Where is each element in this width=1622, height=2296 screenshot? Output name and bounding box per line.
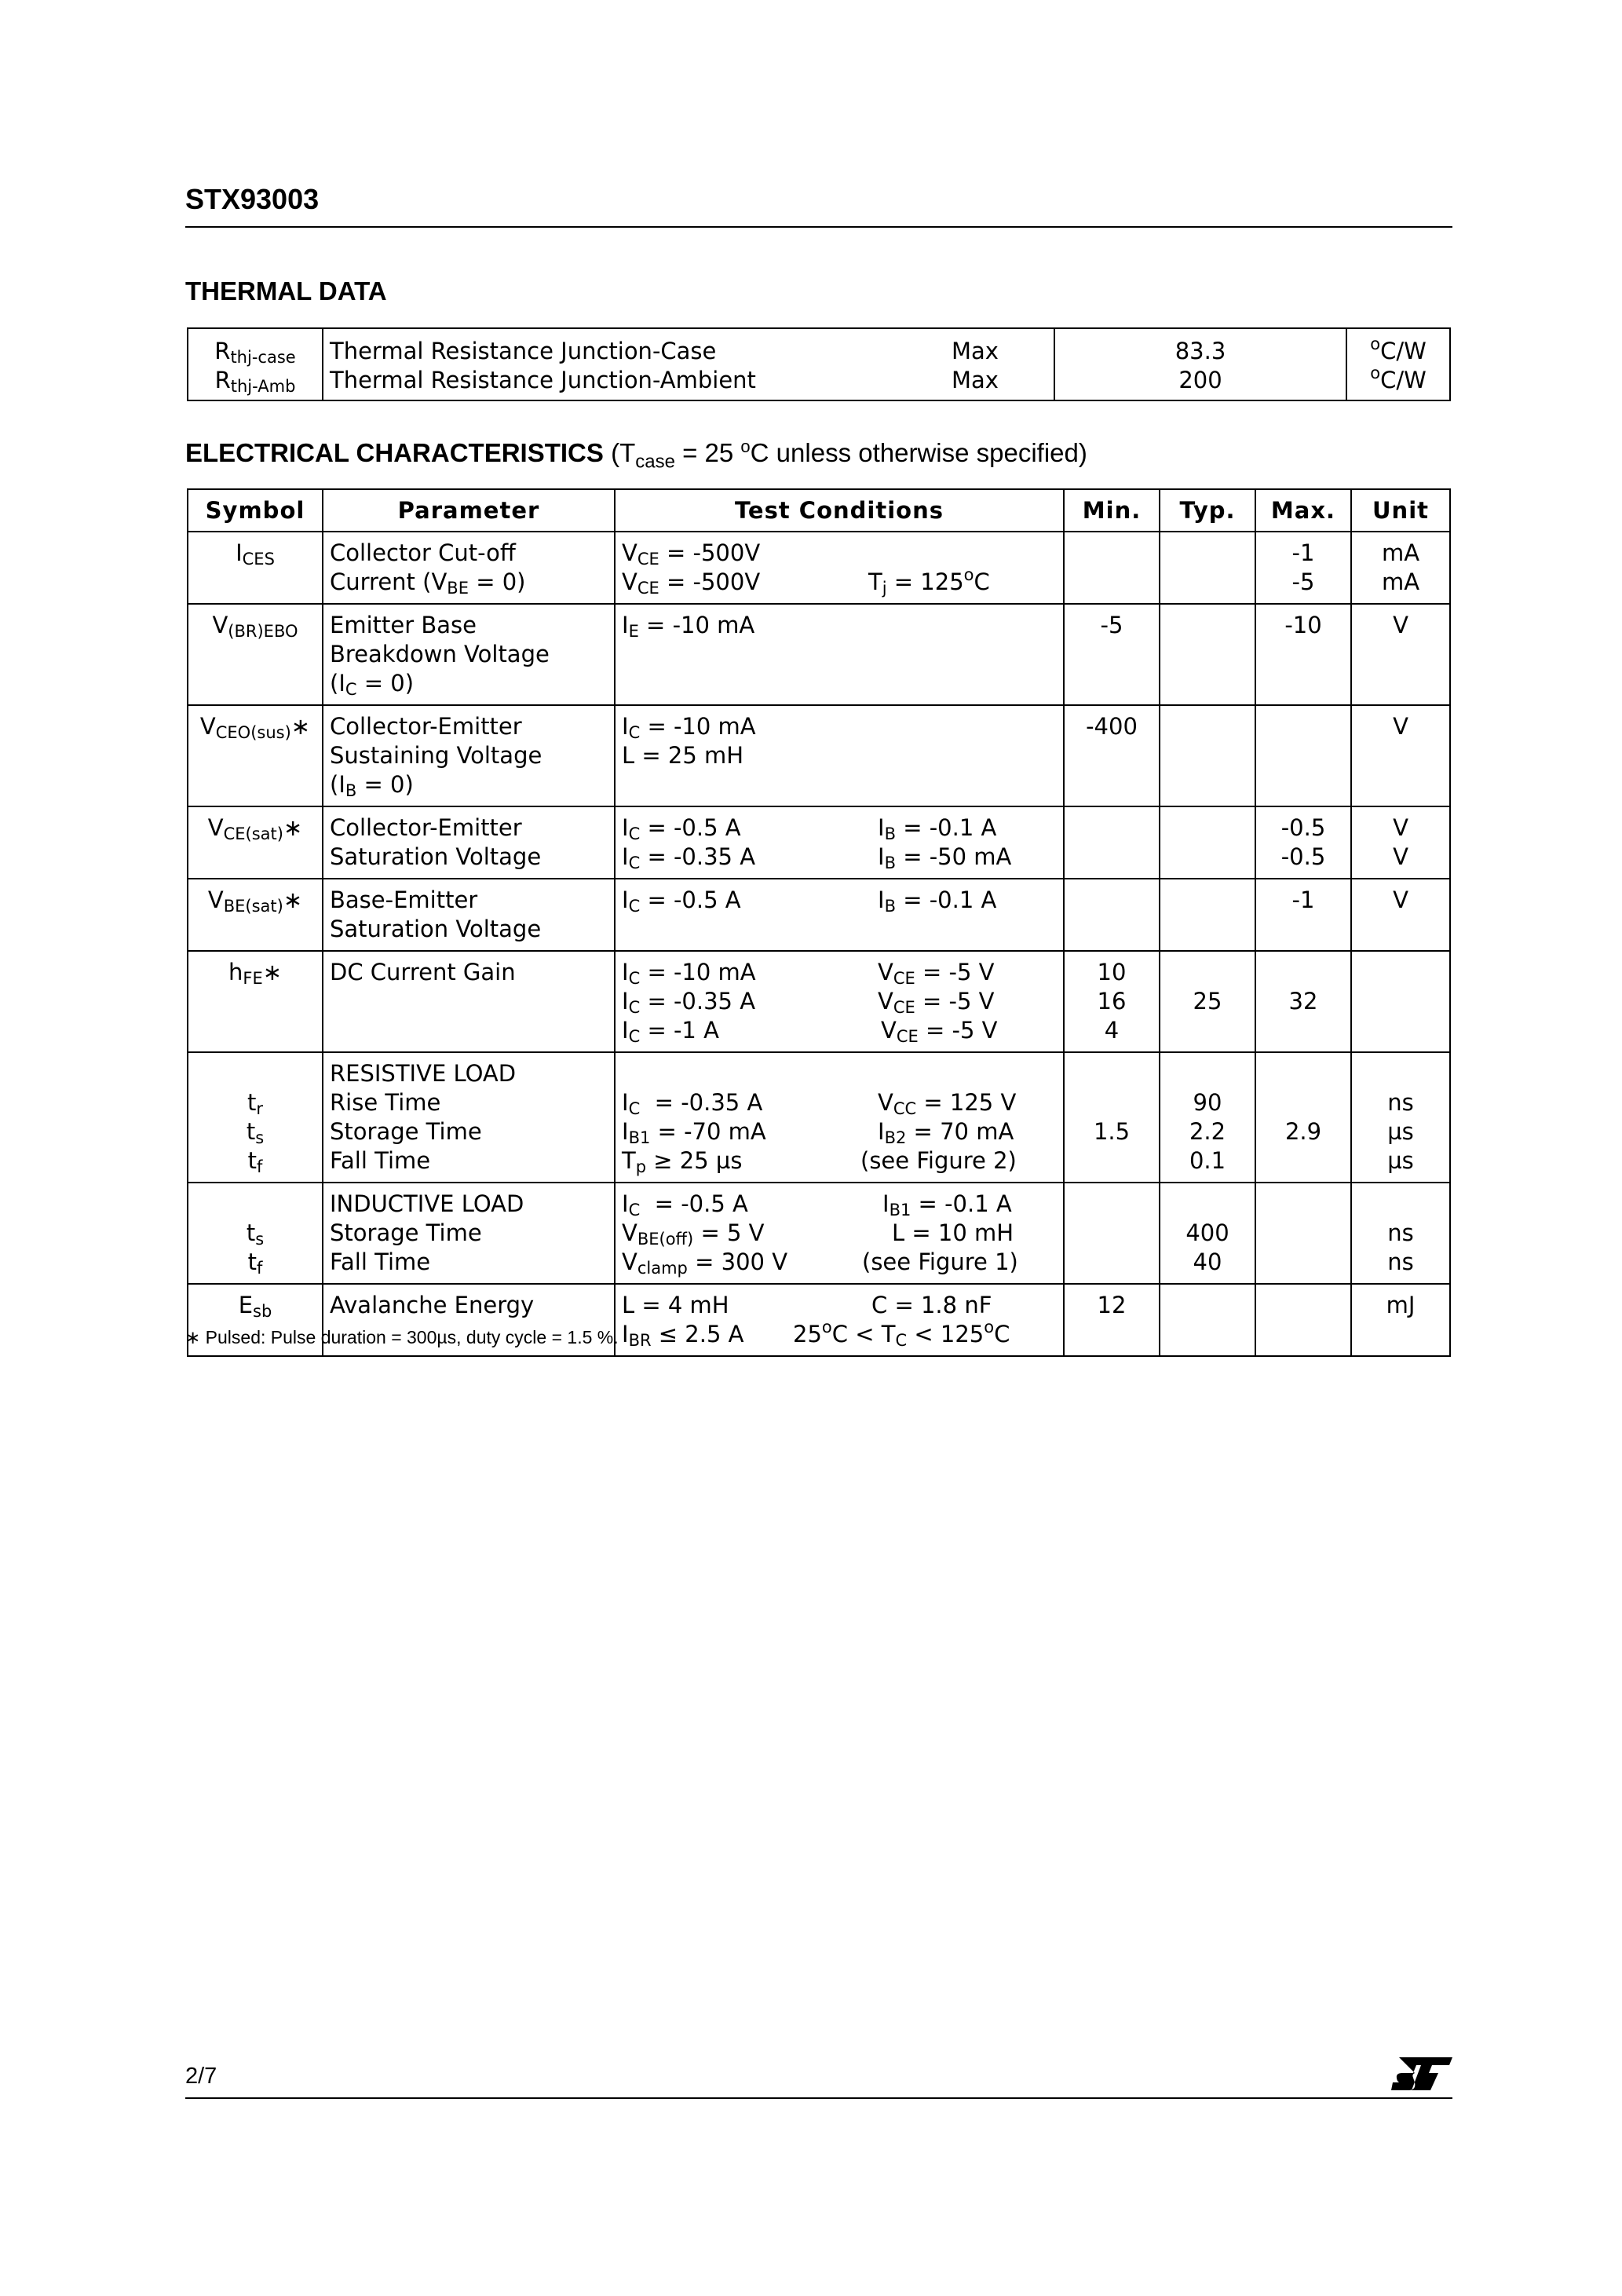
min-cell [1064,1183,1160,1284]
symbol-cell: VCE(sat)∗ [188,806,323,879]
max-cell: 2.9 [1255,1052,1351,1183]
min-cell: -5 [1064,604,1160,705]
st-logo-icon [1391,2056,1454,2092]
header-parameter: Parameter [323,489,615,532]
unit-cell: mJ [1351,1284,1450,1356]
symbol-cell: V(BR)EBO [188,604,323,705]
min-cell [1064,532,1160,604]
min-cell: 12 [1064,1284,1160,1356]
max-cell: -1 [1255,879,1351,951]
thermal-unit: $^o$C/W [1370,364,1427,393]
thermal-parameter-cell [323,328,1054,400]
min-cell [1064,879,1160,951]
conditions-cell: IC = -0.5 A IB1 = -0.1 A VBE(off) = 5 V L = 10 mH Vclamp = 300 V (see Figure 1) [615,1183,1064,1284]
max-cell: -0.5 -0.5 [1255,806,1351,879]
symbol-cell: VBE(sat)∗ [188,879,323,951]
electrical-conditions-note: ($T_{case} = 25$ $^o$C unless otherwise specified) [603,437,1087,473]
symbol-cell: tr ts tf [188,1052,323,1183]
electrical-characteristics-table [187,488,1451,1357]
typ-cell [1160,1284,1255,1356]
unit-cell: V [1351,705,1450,806]
conditions-cell: IC = -0.35 A VCC = 125 V IB1 = -70 mA IB2 = 70 mA Tp ≥ 25 µs (see Figure 2) [615,1052,1064,1183]
table-row [188,951,1450,1052]
thermal-row [188,328,1450,400]
thermal-parameter: Thermal Resistance Junction-Case [330,338,717,364]
min-cell: 10 16 4 [1064,951,1160,1052]
conditions-cell: VCE = -500V VCE = -500V $Tj = 125^oC$ [615,532,1064,604]
table-row [188,604,1450,705]
electrical-characteristics-heading: ELECTRICAL CHARACTERISTICS ($T_{case} = 25$ $^o$C unless otherwise specified) [185,437,1087,473]
footer-rule [185,2097,1452,2099]
conditions-cell: IC = -0.5 A IB = -0.1 A IC = -0.35 A IB = -50 mA [615,806,1064,879]
symbol-cell: hFE∗ [188,951,323,1052]
conditions-cell: L = 4 mH C = 1.8 nF IBR ≤ 2.5 A $25^oC$ < TC < $125^oC$ [615,1284,1064,1356]
unit-cell: V [1351,879,1450,951]
table-row [188,532,1450,604]
conditions-cell: IE = -10 mA [615,604,1064,705]
min-cell: 1.5 [1064,1052,1160,1183]
max-cell: -1 -5 [1255,532,1351,604]
thermal-data-heading: THERMAL DATA [185,276,387,305]
symbol-cell: ICES [188,532,323,604]
header-test-conditions: Test Conditions [615,489,1064,532]
conditions-cell: IC = -10 mA L = 25 mH [615,705,1064,806]
header-typ: Typ. [1160,489,1255,532]
unit-cell: ns µs µs [1351,1052,1450,1183]
symbol-cell: VCEO(sus)∗ [188,705,323,806]
document-title: STX93003 [185,183,320,215]
thermal-qualifier: Max Max [952,338,999,393]
min-cell [1064,806,1160,879]
conditions-cell: IC = -10 mA VCE = -5 V IC = -0.35 A VCE = -5 V IC = -1 A VCE = -5 V [615,951,1064,1052]
parameter-cell: Avalanche Energy [323,1284,615,1356]
conditions-cell: IC = -0.5 A IB = -0.1 A [615,879,1064,951]
header-unit: Unit [1351,489,1450,532]
min-cell: -400 [1064,705,1160,806]
thermal-value-cell [1054,328,1346,400]
thermal-value: 83.3 [1174,338,1226,364]
unit-cell [1351,951,1450,1052]
table-row [188,1183,1450,1284]
typ-cell [1160,604,1255,705]
max-cell [1255,1284,1351,1356]
table-row [188,1052,1450,1183]
typ-cell: 90 2.2 0.1 [1160,1052,1255,1183]
parameter-cell: Collector-Emitter Sustaining Voltage (IB = 0) [323,705,615,806]
header-min: Min. [1064,489,1160,532]
thermal-value: 200 [1178,367,1222,393]
parameter-cell: DC Current Gain [323,951,615,1052]
typ-cell: 400 40 [1160,1183,1255,1284]
thermal-symbol-cell [188,328,323,400]
symbol-cell: ts tf [188,1183,323,1284]
thermal-data-table [187,327,1451,401]
thermal-symbol: Rthj-Amb [214,367,296,396]
thermal-parameter: Thermal Resistance Junction-Ambient [330,367,756,393]
header-symbol: Symbol [188,489,323,532]
pulsed-footnote: ∗ Pulsed: Pulse duration = 300µs, duty cycle = 1.5 %. [185,1327,619,1347]
header-rule [185,226,1452,228]
thermal-unit-cell [1346,328,1450,400]
table-row [188,879,1450,951]
unit-cell: V [1351,604,1450,705]
parameter-cell: RESISTIVE LOAD Rise Time Storage Time Fall Time [323,1052,615,1183]
max-cell [1255,1183,1351,1284]
typ-cell [1160,532,1255,604]
table-row [188,705,1450,806]
parameter-cell: Collector-Emitter Saturation Voltage [323,806,615,879]
typ-cell: 25 [1160,951,1255,1052]
table-header-row [188,489,1450,532]
parameter-cell: Emitter Base Breakdown Voltage (IC = 0) [323,604,615,705]
unit-cell: V V [1351,806,1450,879]
thermal-unit: $^o$C/W [1370,335,1427,364]
parameter-cell: Collector Cut-off Current (VBE = 0) [323,532,615,604]
header-max: Max. [1255,489,1351,532]
max-cell: -10 [1255,604,1351,705]
typ-cell [1160,705,1255,806]
parameter-cell: Base-Emitter Saturation Voltage [323,879,615,951]
max-cell: 32 [1255,951,1351,1052]
unit-cell: mA mA [1351,532,1450,604]
parameter-cell: INDUCTIVE LOAD Storage Time Fall Time [323,1183,615,1284]
page-number: 2/7 [185,2064,217,2089]
thermal-symbol: Rthj-case [214,338,296,367]
typ-cell [1160,879,1255,951]
unit-cell: ns ns [1351,1183,1450,1284]
max-cell [1255,705,1351,806]
typ-cell [1160,806,1255,879]
table-row [188,806,1450,879]
symbol-cell: Esb [188,1284,323,1356]
